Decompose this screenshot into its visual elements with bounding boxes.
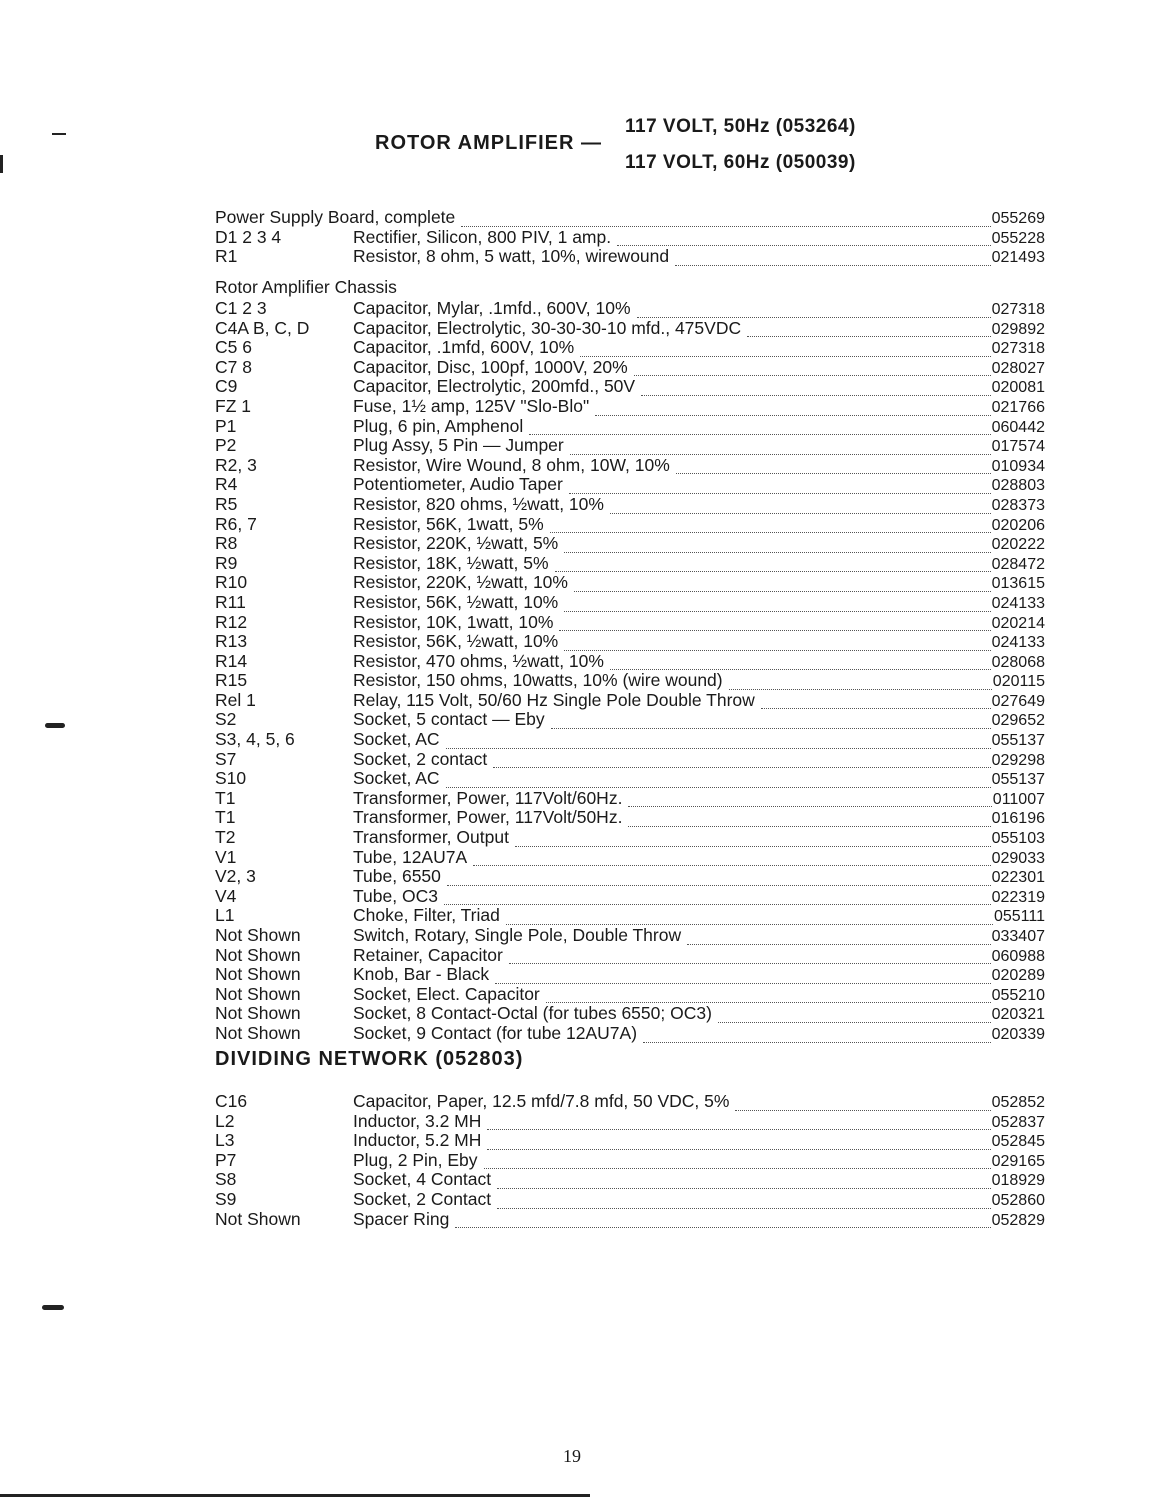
parts-row: [215, 1131, 1045, 1151]
page-header: [375, 112, 935, 192]
part-description: Tube, 12AU7A: [353, 846, 468, 867]
reference-designator: Not Shown: [215, 984, 301, 1004]
leader-dots: [735, 1110, 990, 1111]
part-number: 055210: [991, 986, 1045, 1004]
leader-dots: [473, 865, 990, 866]
part-number: 013615: [991, 575, 1045, 593]
part-description: Resistor, 18K, ½watt, 5%: [353, 552, 549, 573]
network-title: DIVIDING NETWORK (052803): [215, 1048, 524, 1070]
part-number: 022301: [991, 869, 1045, 887]
part-number: 020206: [991, 516, 1045, 534]
part-description: Socket, 2 Contact: [353, 1188, 492, 1209]
reference-designator: S2: [215, 710, 237, 730]
part-description: Retainer, Capacitor: [353, 944, 503, 965]
part-description: Resistor, 470 ohms, ½watt, 10%: [353, 650, 604, 671]
reference-designator: S3, 4, 5, 6: [215, 730, 295, 750]
reference-designator: S10: [215, 769, 247, 789]
reference-designator: S7: [215, 749, 237, 769]
part-number: 017574: [991, 438, 1045, 456]
parts-row: [215, 985, 1045, 1005]
leader-dots: [564, 650, 990, 651]
parts-row: [215, 1024, 1045, 1044]
page-title: ROTOR AMPLIFIER —: [375, 132, 602, 154]
leader-dots: [564, 552, 990, 553]
leader-dots: [643, 1042, 991, 1043]
part-number: 028803: [991, 477, 1045, 495]
reference-designator: L3: [215, 1131, 235, 1151]
reference-designator: C9: [215, 377, 238, 397]
leader-dots: [495, 983, 990, 984]
reference-designator: T1: [215, 808, 236, 828]
reference-designator: R8: [215, 534, 238, 554]
part-description: Socket, 9 Contact (for tube 12AU7A): [353, 1022, 638, 1043]
part-description: Resistor, 220K, ½watt, 10%: [353, 572, 568, 593]
reference-designator: R2, 3: [215, 455, 257, 475]
bottom-rule: [0, 1494, 590, 1497]
reference-designator: Not Shown: [215, 1004, 301, 1024]
leader-dots: [446, 748, 991, 749]
part-description: Tube, 6550: [353, 866, 441, 887]
part-description: Resistor, 56K, 1watt, 5%: [353, 513, 544, 534]
part-number: 018929: [991, 1172, 1045, 1190]
reference-designator: R13: [215, 632, 248, 652]
leader-dots: [569, 493, 991, 494]
leader-dots: [675, 265, 990, 266]
reference-designator: C5 6: [215, 338, 252, 358]
part-description: Transformer, Power, 117Volt/50Hz.: [353, 807, 623, 828]
model-line-50hz: 117 VOLT, 50Hz (053264): [625, 116, 856, 137]
reference-designator: Not Shown: [215, 1209, 301, 1229]
parts-row: [215, 906, 1045, 926]
leader-dots: [628, 826, 990, 827]
part-description: Resistor, 820 ohms, ½watt, 10%: [353, 493, 604, 514]
reference-designator: R5: [215, 494, 238, 514]
part-number: 020081: [991, 379, 1045, 397]
leader-dots: [747, 336, 991, 337]
part-number: 052852: [991, 1094, 1045, 1111]
parts-row: [215, 671, 1045, 691]
part-number: 028027: [991, 359, 1045, 377]
part-description: Fuse, 1½ amp, 125V "Slo-Blo": [353, 395, 590, 416]
part-number: 020321: [991, 1006, 1045, 1024]
part-number: 052845: [991, 1133, 1045, 1151]
parts-row: [215, 247, 1045, 267]
reference-designator: L2: [215, 1111, 235, 1131]
part-description: Resistor, 56K, ½watt, 10%: [353, 591, 559, 612]
margin-mark: [0, 155, 3, 173]
part-number: 029652: [991, 712, 1045, 730]
reference-designator: P1: [215, 416, 237, 436]
reference-designator: S9: [215, 1189, 237, 1209]
reference-designator: C1 2 3: [215, 299, 267, 318]
leader-dots: [628, 806, 991, 807]
reference-designator: Rel 1: [215, 690, 256, 710]
leader-dots: [487, 1129, 990, 1130]
part-number: 029892: [991, 320, 1045, 338]
leader-dots: [761, 708, 991, 709]
parts-row: [215, 1092, 1045, 1112]
part-number: 020222: [991, 536, 1045, 554]
reference-designator: Not Shown: [215, 1023, 301, 1043]
parts-row: [215, 475, 1045, 495]
model-line-60hz: 117 VOLT, 60Hz (050039): [625, 152, 856, 173]
part-number: 055111: [993, 908, 1045, 926]
parts-row: [215, 808, 1045, 828]
part-number: 021493: [991, 249, 1045, 267]
margin-mark: [42, 1305, 64, 1310]
leader-dots: [610, 513, 991, 514]
part-description: Socket, 8 Contact-Octal (for tubes 6550; OC3): [353, 1003, 712, 1024]
parts-row: [215, 1190, 1045, 1210]
leader-dots: [564, 611, 990, 612]
parts-row: [215, 515, 1045, 535]
part-number: 020289: [991, 967, 1045, 985]
part-description: Switch, Rotary, Single Pole, Double Throw: [353, 925, 682, 945]
part-number: 052837: [991, 1113, 1045, 1131]
parts-row: [215, 632, 1045, 652]
reference-designator: R1: [215, 247, 238, 267]
reference-designator: R4: [215, 475, 238, 495]
power-supply-section: [215, 208, 1045, 267]
parts-row: [215, 730, 1045, 750]
part-number: 060442: [991, 418, 1045, 436]
part-description: Knob, Bar - Black: [353, 964, 490, 985]
part-description: Socket, 4 Contact: [353, 1169, 492, 1190]
parts-row: [215, 319, 1045, 339]
leader-dots: [634, 375, 991, 376]
leader-dots: [595, 415, 990, 416]
part-description: Choke, Filter, Triad: [353, 905, 500, 926]
leader-dots: [551, 728, 991, 729]
part-description: Socket, AC: [353, 729, 440, 750]
reference-designator: C7 8: [215, 357, 252, 377]
part-number: 027318: [991, 301, 1045, 318]
parts-row: [215, 554, 1045, 574]
parts-row: [215, 338, 1045, 358]
parts-row: [215, 1151, 1045, 1171]
parts-row: [215, 867, 1045, 887]
leader-dots: [676, 473, 991, 474]
part-number: 055103: [991, 830, 1045, 848]
part-number: 028068: [991, 653, 1045, 671]
parts-row: [215, 495, 1045, 515]
part-number: 028373: [991, 496, 1045, 514]
chassis-section: [215, 278, 1045, 1044]
leader-dots: [617, 245, 991, 246]
parts-row: [215, 1170, 1045, 1190]
parts-row: [215, 358, 1045, 378]
part-description: Transformer, Power, 117Volt/60Hz.: [353, 787, 623, 808]
part-description: Rectifier, Silicon, 800 PIV, 1 amp.: [353, 226, 612, 247]
part-number: 011007: [992, 790, 1045, 808]
parts-row: [215, 710, 1045, 730]
part-number: 055137: [991, 732, 1045, 750]
leader-dots: [455, 1227, 990, 1228]
parts-row: [215, 1004, 1045, 1024]
reference-designator: R9: [215, 553, 238, 573]
reference-designator: FZ 1: [215, 396, 251, 416]
leader-dots: [550, 532, 991, 533]
reference-designator: D1 2 3 4: [215, 227, 282, 247]
part-number: 010934: [991, 457, 1045, 475]
parts-row: [215, 1210, 1045, 1230]
leader-dots: [509, 963, 991, 964]
leader-dots: [580, 356, 990, 357]
part-description: Capacitor, .1mfd, 600V, 10%: [353, 337, 575, 358]
parts-row: [215, 573, 1045, 593]
parts-row: [215, 789, 1045, 809]
parts-row: [215, 828, 1045, 848]
leader-dots: [487, 1149, 990, 1150]
parts-row: [215, 926, 1045, 946]
part-number: 020214: [991, 614, 1045, 632]
part-description: Plug Assy, 5 Pin — Jumper: [353, 435, 564, 456]
part-description: Tube, OC3: [353, 885, 438, 906]
reference-designator: T2: [215, 828, 236, 848]
parts-row: [215, 456, 1045, 476]
part-description: Capacitor, Electrolytic, 30-30-30-10 mfd., 475VDC: [353, 317, 742, 338]
part-number: 029033: [991, 849, 1045, 867]
part-number: 055269: [991, 210, 1045, 227]
reference-designator: L1: [215, 906, 235, 926]
part-number: 060988: [991, 947, 1045, 965]
reference-designator: V1: [215, 847, 237, 867]
leader-dots: [729, 689, 992, 690]
leader-dots: [718, 1022, 991, 1023]
reference-designator: R10: [215, 573, 248, 593]
reference-designator: S8: [215, 1170, 237, 1190]
part-description: Potentiometer, Audio Taper: [353, 474, 563, 495]
leader-dots: [447, 885, 991, 886]
power-supply-heading-row: [215, 208, 1045, 228]
reference-designator: R6, 7: [215, 514, 257, 534]
part-number: 028472: [991, 555, 1045, 573]
part-number: 033407: [991, 928, 1045, 945]
leader-dots: [484, 1168, 991, 1169]
part-number: 027649: [991, 692, 1045, 710]
margin-mark: [45, 723, 65, 728]
part-number: 024133: [991, 594, 1045, 612]
parts-row: [215, 750, 1045, 770]
page-number: 19: [563, 1446, 581, 1466]
reference-designator: P7: [215, 1150, 237, 1170]
part-description: Plug, 2 Pin, Eby: [353, 1149, 478, 1170]
parts-row: [215, 397, 1045, 417]
part-description: Plug, 6 pin, Amphenol: [353, 415, 524, 436]
parts-row: [215, 769, 1045, 789]
reference-designator: V4: [215, 886, 237, 906]
part-number: 024133: [991, 634, 1045, 652]
reference-designator: T1: [215, 788, 236, 808]
reference-designator: Not Shown: [215, 945, 301, 965]
parts-row: [215, 436, 1045, 456]
parts-row: [215, 228, 1045, 248]
part-description: Capacitor, Disc, 100pf, 1000V, 20%: [353, 356, 628, 377]
reference-designator: P2: [215, 436, 237, 456]
leader-dots: [497, 1188, 990, 1189]
parts-row: [215, 377, 1045, 397]
part-description: Spacer Ring: [353, 1208, 450, 1229]
part-number: 020339: [991, 1025, 1045, 1043]
part-number: 055137: [991, 771, 1045, 789]
part-description: Transformer, Output: [353, 827, 509, 848]
reference-designator: R12: [215, 612, 248, 632]
leader-dots: [559, 630, 990, 631]
part-number: 016196: [991, 810, 1045, 828]
part-number: 052860: [991, 1191, 1045, 1209]
parts-row: [215, 887, 1045, 907]
part-description: Resistor, Wire Wound, 8 ohm, 10W, 10%: [353, 454, 670, 475]
parts-row: [215, 299, 1045, 319]
reference-designator: R14: [215, 651, 248, 671]
parts-row: [215, 593, 1045, 613]
part-description: Resistor, 8 ohm, 5 watt, 10%, wirewound: [353, 246, 670, 267]
part-description: Inductor, 3.2 MH: [353, 1110, 482, 1131]
parts-row: [215, 417, 1045, 437]
leader-dots: [444, 904, 991, 905]
part-number: 021766: [991, 398, 1045, 416]
part-description: Socket, AC: [353, 768, 440, 789]
leader-dots: [687, 944, 990, 945]
part-description: Socket, 2 contact: [353, 748, 488, 769]
section-heading: Power Supply Board, complete: [215, 207, 456, 227]
part-description: Socket, Elect. Capacitor: [353, 983, 540, 1004]
reference-designator: C4A B, C, D: [215, 318, 310, 338]
part-description: Capacitor, Paper, 12.5 mfd/7.8 mfd, 50 VDC, 5%: [353, 1091, 730, 1111]
part-description: Resistor, 150 ohms, 10watts, 10% (wire wound): [353, 670, 723, 691]
part-description: Inductor, 5.2 MH: [353, 1130, 482, 1151]
reference-designator: Not Shown: [215, 965, 301, 985]
parts-row: [215, 848, 1045, 868]
reference-designator: Not Shown: [215, 926, 301, 945]
part-number: 027318: [991, 340, 1045, 358]
leader-dots: [555, 571, 991, 572]
part-description: Capacitor, Electrolytic, 200mfd., 50V: [353, 376, 636, 397]
part-number: 029298: [991, 751, 1045, 769]
leader-dots: [529, 434, 990, 435]
reference-designator: V2, 3: [215, 867, 256, 887]
leader-dots: [515, 846, 991, 847]
part-number: 052829: [991, 1211, 1045, 1229]
network-section: [215, 1092, 1045, 1229]
part-number: 022319: [991, 888, 1045, 906]
part-description: Resistor, 56K, ½watt, 10%: [353, 631, 559, 652]
part-number: 029165: [991, 1152, 1045, 1170]
leader-dots: [493, 767, 990, 768]
reference-designator: R11: [215, 592, 246, 612]
reference-designator: C16: [215, 1092, 248, 1111]
leader-dots: [497, 1208, 990, 1209]
margin-mark: [52, 133, 66, 135]
part-number: 055228: [991, 229, 1045, 247]
reference-designator: R15: [215, 671, 248, 691]
parts-row: [215, 1112, 1045, 1132]
part-description: Capacitor, Mylar, .1mfd., 600V, 10%: [353, 298, 631, 318]
part-description: Relay, 115 Volt, 50/60 Hz Single Pole Double Throw: [353, 689, 755, 710]
chassis-heading: Rotor Amplifier Chassis: [215, 277, 397, 297]
parts-row: [215, 613, 1045, 633]
part-number: 020115: [992, 673, 1045, 691]
leader-dots: [641, 395, 991, 396]
leader-dots: [574, 591, 991, 592]
parts-row: [215, 534, 1045, 554]
part-description: Socket, 5 contact — Eby: [353, 709, 545, 730]
parts-row: [215, 946, 1045, 966]
parts-row: [215, 652, 1045, 672]
parts-row: [215, 965, 1045, 985]
part-description: Resistor, 10K, 1watt, 10%: [353, 611, 554, 632]
parts-row: [215, 691, 1045, 711]
part-description: Resistor, 220K, ½watt, 5%: [353, 533, 559, 554]
